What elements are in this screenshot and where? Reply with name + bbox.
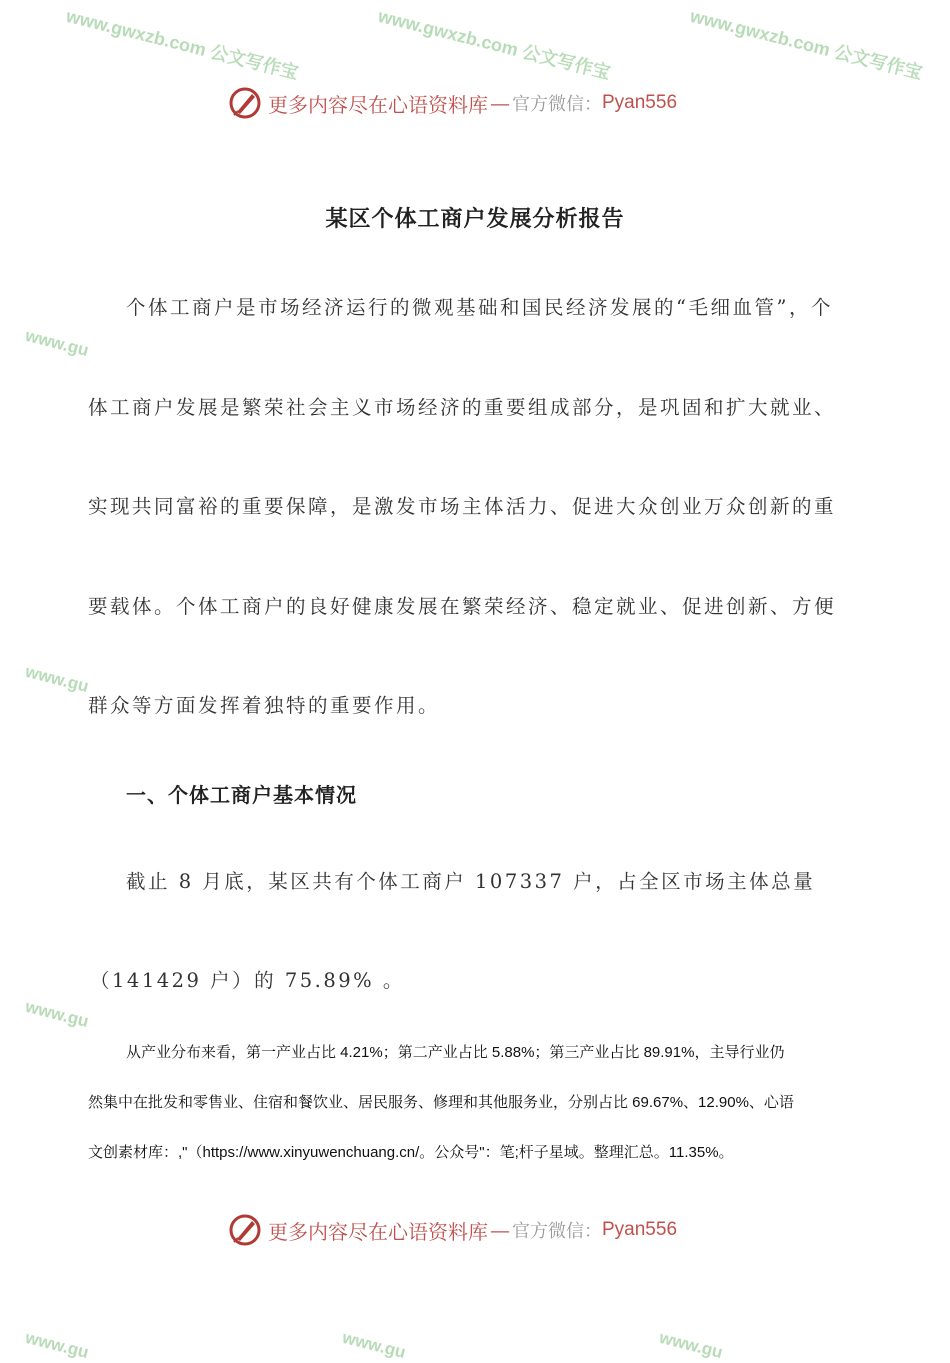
- industry-line-1: 从产业分布来看，第一产业占比 4.21%；第二产业占比 5.88%；第三产业占比 89.91%，主导行业仍: [126, 1044, 785, 1061]
- banner-main-text: 更多内容尽在心语资料库: [268, 1219, 488, 1244]
- banner-wechat-id: Pyan556: [602, 92, 678, 113]
- watermark-bottom-3: www.gu: [657, 1328, 725, 1363]
- intro-line-1: 个体工商户是市场经济运行的微观基础和国民经济发展的“毛细血管”，个: [126, 296, 833, 319]
- intro-line-5: 群众等方面发挥着独特的重要作用。: [88, 694, 441, 717]
- section-line-1: 截止 8 月底，某区共有个体工商户 107337 户，占全区市场主体总量: [126, 870, 816, 893]
- intro-line-3: 实现共同富裕的重要保障，是激发市场主体活力、促进大众创业万众创新的重: [88, 495, 837, 518]
- watermark-bottom-2: www.gu: [340, 1328, 408, 1363]
- banner-separator: —: [490, 1218, 510, 1242]
- industry-line-2: 然集中在批发和零售业、住宿和餐饮业、居民服务、修理和其他服务业，分别占比 69.67%、12.90%、心语: [88, 1094, 794, 1111]
- quill-circle-icon: [228, 1213, 262, 1247]
- watermark-side-4: www.gu: [23, 1328, 91, 1363]
- section-heading: 一、个体工商户基本情况: [126, 783, 357, 807]
- watermark-top-2: www.gwxzb.com 公文写作宝: [376, 5, 613, 83]
- watermark-side-2: www.gu: [23, 662, 91, 697]
- watermark-top-1: www.gwxzb.com 公文写作宝: [64, 5, 301, 83]
- banner-sub-text: 官方微信：: [512, 1221, 602, 1242]
- section-line-2: （141429 户）的 75.89% 。: [90, 969, 405, 992]
- watermark-top-3: www.gwxzb.com 公文写作宝: [688, 5, 925, 83]
- quill-circle-icon: [228, 86, 262, 120]
- banner-wechat-id: Pyan556: [602, 1219, 678, 1240]
- banner-separator: —: [490, 91, 510, 115]
- top-banner[interactable]: [228, 86, 728, 120]
- industry-line-3: 文创素材库：,"（https://www.xinyuwenchuang.cn/。公众号"：笔;杆子星域。整理汇总。11.35%。: [88, 1144, 734, 1161]
- bottom-banner[interactable]: [228, 1213, 728, 1247]
- watermark-side-3: www.gu: [23, 997, 91, 1032]
- intro-line-4: 要载体。个体工商户的良好健康发展在繁荣经济、稳定就业、促进创新、方便: [88, 595, 837, 618]
- watermark-side-1: www.gu: [23, 326, 91, 361]
- banner-sub-text: 官方微信：: [512, 94, 602, 115]
- intro-line-2: 体工商户发展是繁荣社会主义市场经济的重要组成部分，是巩固和扩大就业、: [88, 396, 837, 419]
- document-title: 某区个体工商户发展分析报告: [325, 206, 625, 232]
- banner-main-text: 更多内容尽在心语资料库: [268, 92, 488, 117]
